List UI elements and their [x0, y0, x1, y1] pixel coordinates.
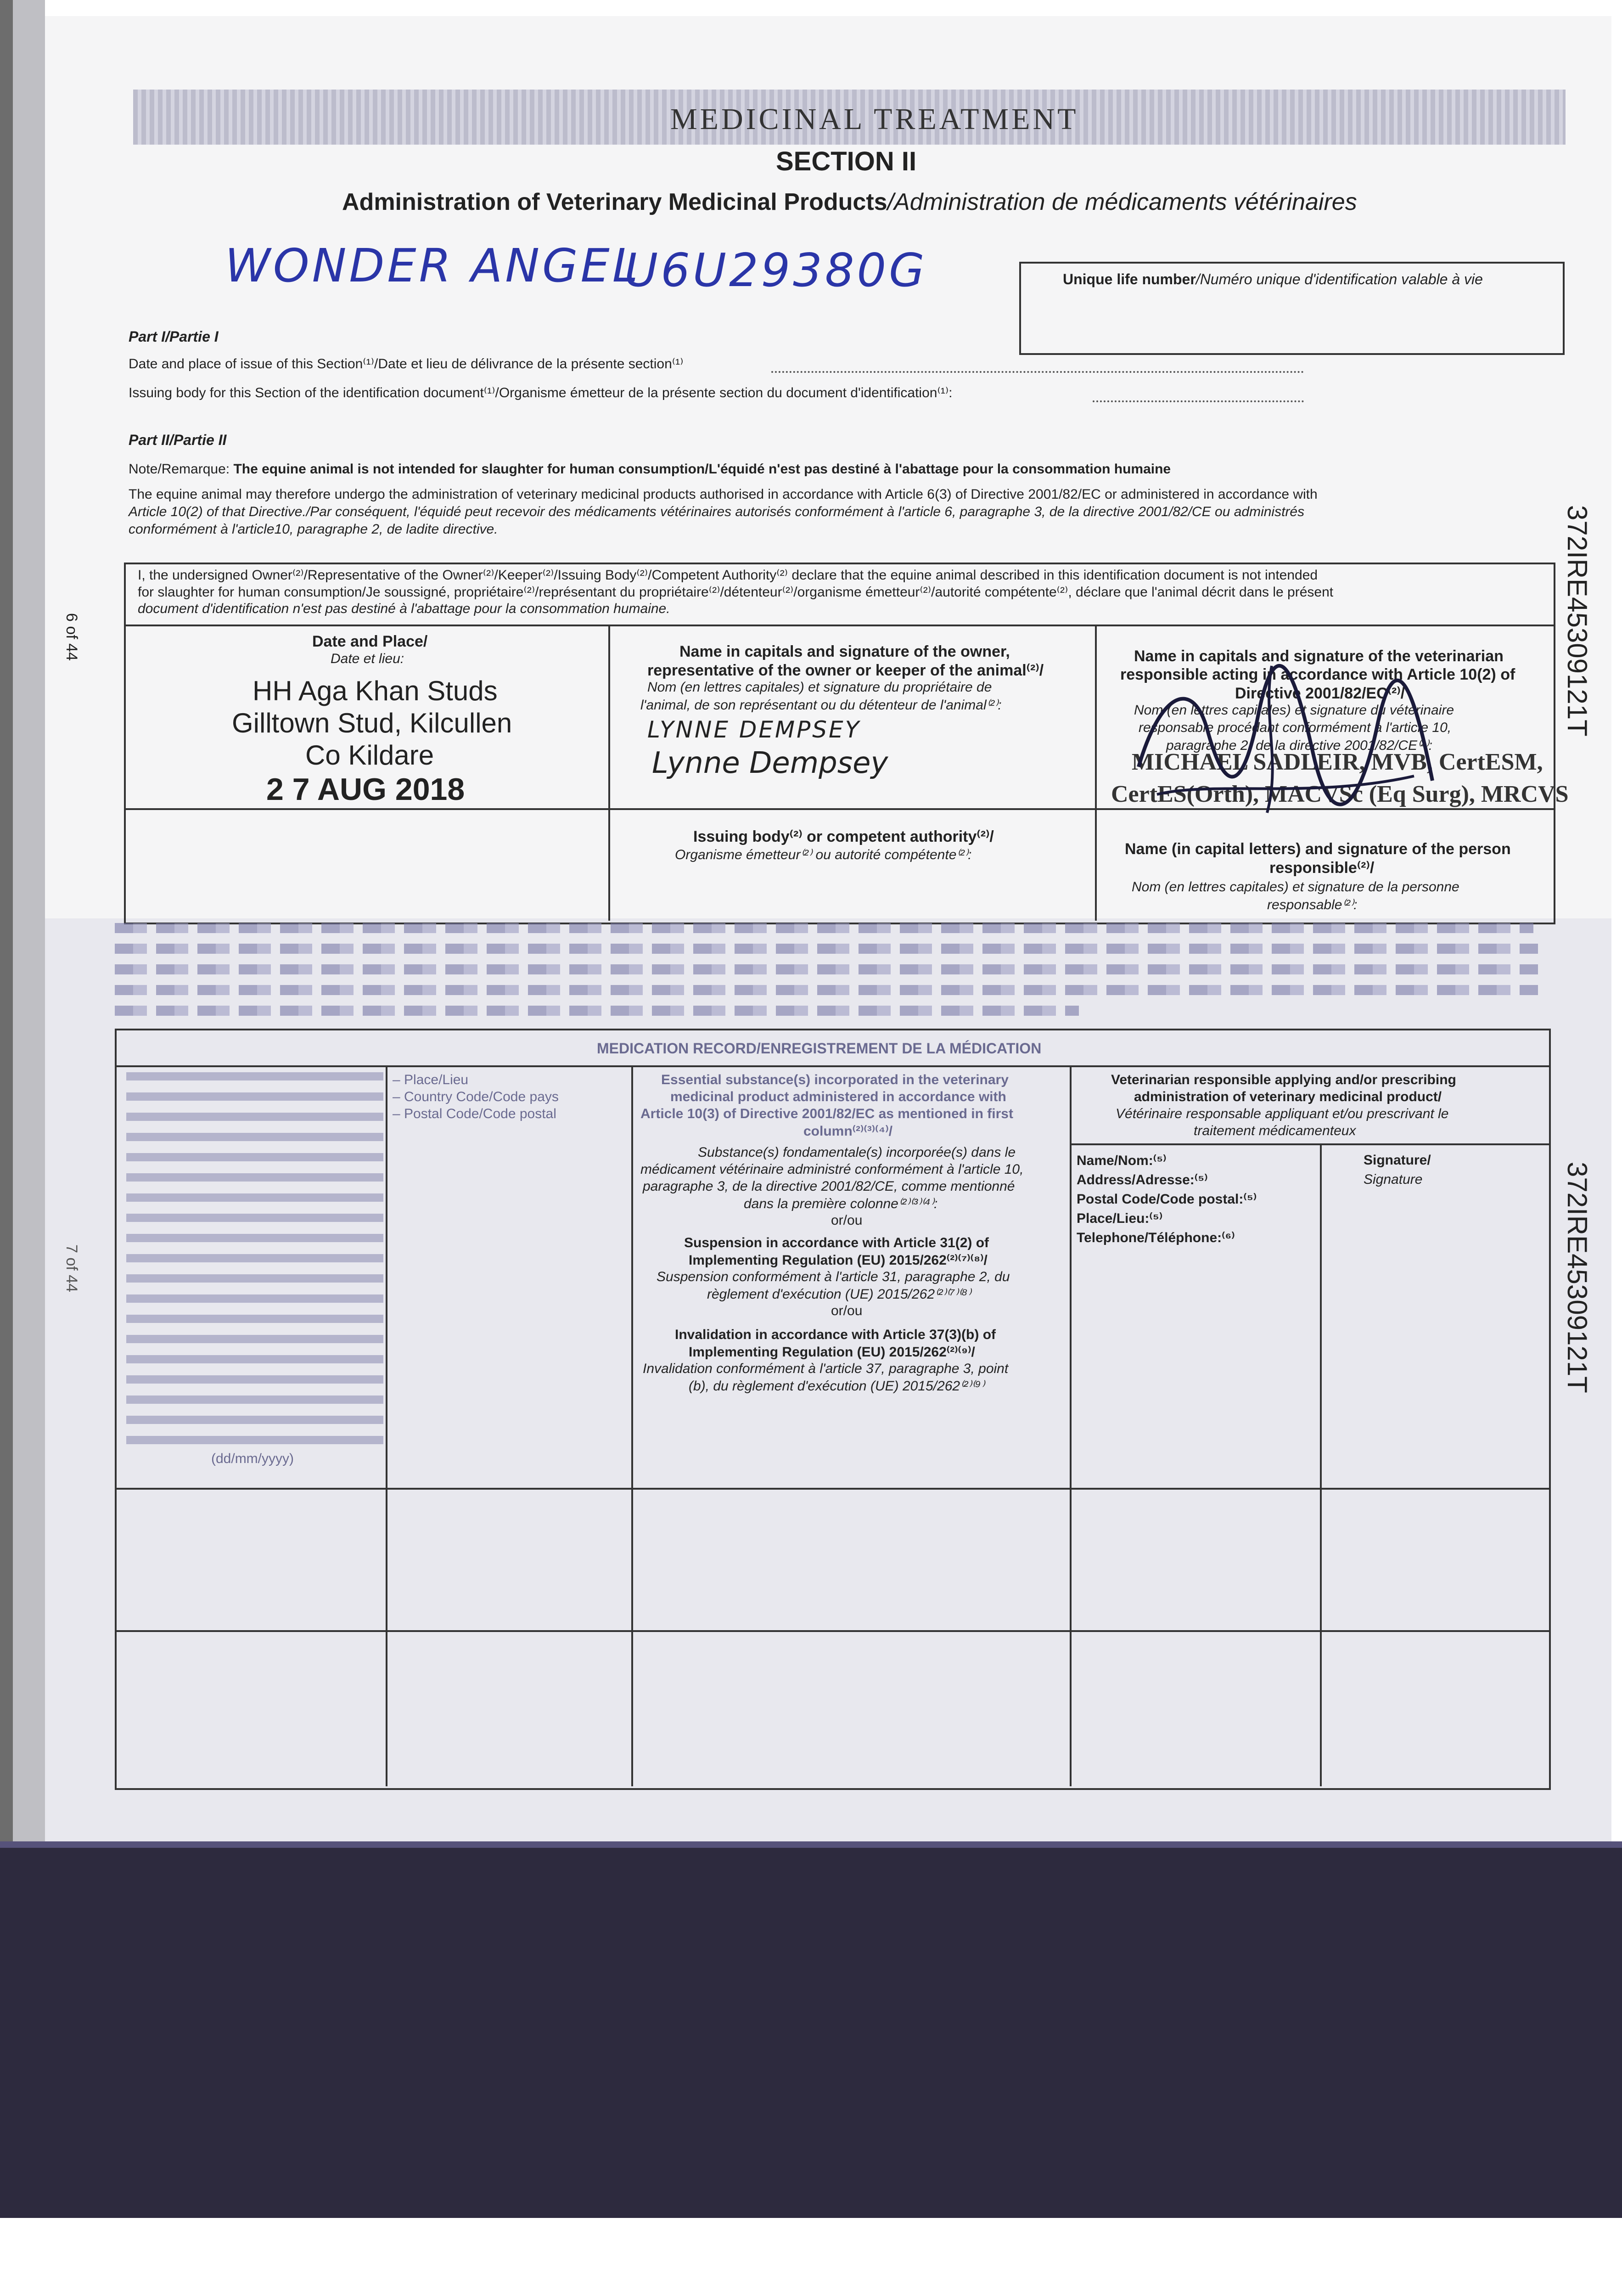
decl-col2-head-3: Nom (en lettres capitales) et signature du propriétaire de [647, 680, 992, 695]
med-col2-line-3: – Postal Code/Code postal [393, 1106, 556, 1121]
med-col4-head-1: Veterinarian responsible applying and/or prescribing [1111, 1072, 1456, 1087]
med-col3-2: medicinal product administered in accordance with [670, 1089, 1006, 1104]
decl-row2-col3-2: responsible⁽²⁾/ [1269, 859, 1375, 877]
med-record-title: MEDICATION RECORD/ENREGISTREMENT DE LA MÉDICATION [597, 1040, 1042, 1057]
page-number-bottom: 7 of 44 [63, 1244, 80, 1292]
part2-title: Part II/Partie II [129, 432, 227, 448]
decl-row2-col3-4: responsable⁽²⁾: [1267, 897, 1358, 912]
part2-para-1: The equine animal may therefore undergo the administration of veterinary medicinal products authorised in accordance with Article 6(3) of Directive 2001/82/EC or administered in accordance with [129, 487, 1318, 502]
part1-line1-dots [771, 371, 1304, 373]
med-col3-14: Implementing Regulation (EU) 2015/262⁽²⁾⁽⁹⁾/ [689, 1345, 975, 1360]
decl-col-div-2 [1095, 625, 1097, 921]
showthrough-paragraph-3 [115, 964, 1538, 974]
med-vet-address-label: Address/Adresse:⁽⁵⁾ [1077, 1172, 1208, 1187]
med-col3-11: Suspension conformément à l'article 31, paragraphe 2, du [657, 1269, 1010, 1284]
passport-left-edge [13, 0, 45, 1855]
decl-row2-col2-2: Organisme émetteur⁽²⁾ ou autorité compétente⁽²⁾: [675, 847, 972, 862]
decl-col1-head: Date and Place/ [312, 633, 428, 650]
declaration-line-3: document d'identification n'est pas destiné à l'abattage pour la consommation humaine. [138, 601, 670, 616]
med-title-rule [115, 1065, 1549, 1067]
decl-col2-head-1: Name in capitals and signature of the owner, [679, 643, 1010, 660]
decl-rule-1 [124, 625, 1554, 626]
part1-line2-dots [1093, 400, 1304, 402]
part2-note-label: Note/Remarque: [129, 461, 230, 477]
uln-label [1063, 271, 1483, 288]
med-row-rule [115, 1630, 1549, 1632]
showthrough-paragraph [115, 923, 1533, 933]
vet-stamp-line-2: CertES(Orth), MACVSc (Eq Surg), MRCVS [1111, 781, 1569, 807]
decl-col-div-1 [608, 625, 610, 921]
med-vet-place-label: Place/Lieu:⁽⁵⁾ [1077, 1211, 1163, 1226]
showthrough-paragraph-2 [115, 944, 1538, 954]
med-col3-10: Implementing Regulation (EU) 2015/262⁽²⁾⁽⁷⁾⁽⁸⁾/ [689, 1253, 988, 1268]
med-col3-5: Substance(s) fondamentale(s) incorporée(s) dans le [698, 1145, 1016, 1160]
handwritten-horse-name: WONDER ANGEL [225, 239, 641, 293]
page-number-top: 6 of 44 [63, 613, 80, 661]
med-col2-line-1: – Place/Lieu [393, 1072, 469, 1087]
doc-title-fr: /Administration de médicaments vétérinaires [887, 189, 1357, 215]
med-col3-or-1: or/ou [831, 1213, 863, 1228]
decl-col2-head-4: l'animal, de son représentant ou du détenteur de l'animal⁽²⁾: [640, 698, 1002, 713]
part1-line2: Issuing body for this Section of the identification document⁽¹⁾/Organisme émetteur de la présente section du document d'identification⁽¹⁾: [129, 385, 953, 400]
med-col-div-2 [631, 1065, 633, 1786]
med-col4-head-3: Vétérinaire responsable appliquant et/ou prescrivant le [1116, 1106, 1449, 1121]
side-uln-code-1: 372IRE45309121T [1562, 505, 1593, 737]
med-vet-telephone-label: Telephone/Téléphone:⁽⁶⁾ [1077, 1230, 1235, 1245]
med-col1-date-format: (dd/mm/yyyy) [211, 1451, 294, 1466]
decl-col3-head-1: Name in capitals and signature of the veterinarian [1134, 647, 1504, 665]
passport-cover [0, 1841, 1622, 2218]
doc-title [342, 188, 1357, 216]
decl-col1-head-fr: Date et lieu: [331, 651, 404, 666]
med-col3-1: Essential substance(s) incorporated in the veterinary [661, 1072, 1009, 1087]
vet-signature-icon [1120, 661, 1442, 817]
uln-label-fr: /Numéro unique d'identification valable à vie [1195, 271, 1483, 287]
med-col3-13: Invalidation in accordance with Article 37(3)(b) of [675, 1327, 996, 1342]
part2-para-2: Article 10(2) of that Directive./Par conséquent, l'équidé peut recevoir des médicaments vétérinaires autorisés conformément à l'article 6, paragraphe 3, de la directive 2001/82/CE ou administrés [129, 504, 1305, 519]
part1-line1: Date and place of issue of this Section⁽¹⁾/Date et lieu de délivrance de la présente section⁽¹⁾ [129, 356, 684, 371]
med-col3-15: Invalidation conformément à l'article 37, paragraphe 3, point [643, 1361, 1009, 1376]
section-title: SECTION II [776, 146, 917, 176]
decl-place-2: Gilltown Stud, Kilcullen [232, 708, 512, 738]
decl-place-3: Co Kildare [305, 740, 434, 771]
showthrough-paragraph-4 [115, 985, 1538, 995]
decl-col2-head-2: representative of the owner or keeper of the animal⁽²⁾/ [647, 662, 1044, 679]
med-col4-sub-rule [1070, 1143, 1549, 1145]
med-vet-name-label: Name/Nom:⁽⁵⁾ [1077, 1153, 1167, 1168]
decl-col3-head-6: paragraphe 2, de la directive 2001/82/CE⁽²⁾: [1166, 738, 1433, 753]
med-col4-head-2: administration of veterinary medicinal product/ [1134, 1089, 1442, 1104]
owner-signature: Lynne Dempsey [652, 746, 888, 780]
decl-date-stamp: 2 7 AUG 2018 [266, 772, 465, 807]
med-col3-4: column⁽²⁾⁽³⁾⁽⁴⁾/ [803, 1124, 893, 1139]
med-col3-9: Suspension in accordance with Article 31(2) of [684, 1235, 989, 1250]
med-col-div-4 [1320, 1143, 1322, 1786]
part2-para-3: conformément à l'article10, paragraphe 2, de ladite directive. [129, 522, 498, 537]
med-signature-label-fr: Signature [1364, 1172, 1423, 1187]
banner-title: MEDICINAL TREATMENT [670, 102, 1079, 136]
part2-note-text: The equine animal is not intended for slaughter for human consumption/L'équidé n'est pas destiné à l'abattage pour la consommation humaine [233, 461, 1171, 477]
decl-row2-col3-3: Nom (en lettres capitales) et signature de la personne [1132, 879, 1459, 895]
med-col3-12: règlement d'exécution (UE) 2015/262⁽²⁾⁽⁷⁾⁽⁸⁾ [707, 1287, 971, 1302]
side-uln-code-2: 372IRE45309121T [1562, 1162, 1593, 1393]
decl-col3-head-5: responsable procédant conformément à l'article 10, [1139, 720, 1452, 735]
decl-col3-head-3: Directive 2001/82/EC⁽²⁾/ [1235, 685, 1405, 702]
med-vet-postal-label: Postal Code/Code postal:⁽⁵⁾ [1077, 1192, 1257, 1207]
med-header-rule [115, 1488, 1549, 1490]
med-col3-16: (b), du règlement d'exécution (UE) 2015/262⁽²⁾⁽⁹⁾ [689, 1379, 984, 1394]
med-col1-faded-text [126, 1072, 383, 1449]
declaration-line-1: I, the undersigned Owner⁽²⁾/Representative of the Owner⁽²⁾/Keeper⁽²⁾/Issuing Body⁽²⁾/Competent Authority⁽²⁾ declare that the equine animal described in this identification document is not intended [138, 568, 1318, 583]
doc-title-en: Administration of Veterinary Medicinal Products [342, 189, 887, 215]
vet-stamp-line-1: MICHAEL SADLEIR, MVB, CertESM, [1132, 749, 1543, 775]
decl-row2-col2-1: Issuing body⁽²⁾ or competent authority⁽²⁾/ [693, 828, 994, 845]
decl-row2-col3-1: Name (in capital letters) and signature of the person [1125, 840, 1511, 858]
declaration-line-2: for slaughter for human consumption/Je soussigné, propriétaire⁽²⁾/représentant du propriétaire⁽²⁾/détenteur⁽²⁾/organisme émetteur⁽²⁾/autorité compétente⁽²⁾, déclare que l'animal décrit dans le présent [138, 585, 1334, 600]
decl-place-1: HH Aga Khan Studs [253, 675, 498, 706]
med-col4-head-4: traitement médicamenteux [1194, 1123, 1356, 1138]
handwritten-horse-id: U6U29380G [624, 243, 927, 297]
owner-name-caps: LYNNE DEMPSEY [647, 716, 861, 743]
med-col2-line-2: – Country Code/Code pays [393, 1089, 559, 1104]
med-col-div-1 [386, 1065, 387, 1786]
med-col3-7: paragraphe 3, de la directive 2001/82/CE, comme mentionné [643, 1179, 1015, 1194]
med-col3-6: médicament vétérinaire administré conformément à l'article 10, [640, 1162, 1024, 1177]
med-col3-8: dans la première colonne⁽²⁾⁽³⁾⁽⁴⁾: [744, 1196, 938, 1211]
part1-title: Part I/Partie I [129, 328, 219, 345]
med-col-div-3 [1070, 1065, 1072, 1786]
part2-note [129, 461, 1171, 477]
passport-cover-edge [0, 1841, 1622, 1848]
uln-label-en: Unique life number [1063, 271, 1196, 287]
decl-col3-head-4: Nom (en lettres capitales) et signature du vétérinaire [1134, 703, 1454, 718]
med-col3-or-2: or/ou [831, 1303, 863, 1318]
med-signature-label: Signature/ [1364, 1153, 1431, 1168]
decl-col3-head-2: responsible acting in accordance with Article 10(2) of [1120, 666, 1515, 683]
med-col3-3: Article 10(3) of Directive 2001/82/EC as mentioned in first [640, 1106, 1013, 1121]
showthrough-paragraph-5 [115, 1006, 1079, 1016]
